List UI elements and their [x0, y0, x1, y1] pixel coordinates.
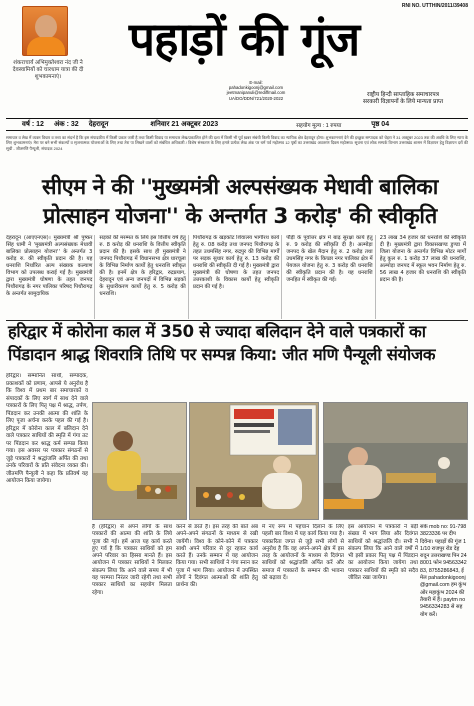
ritual-photo-river: [323, 402, 468, 520]
masthead-contact: [222, 80, 290, 101]
tagline-line: सरकारी विज्ञापनों के लिये मान्यता प्राप्त: [362, 99, 444, 106]
contact-line: E-mail:: [249, 80, 263, 85]
contact-line: UA/DO/DDN/721/2020-2022: [228, 95, 284, 101]
contact-line: pahadonkigoonj@gmail.com: [228, 85, 284, 91]
ritual-photo-banner: [189, 402, 319, 520]
story-column: 23 लाख 34 हजार की धनराशि की स्वीकृति दी है। मुख्यमंत्री द्वारा विकासखण्ड डुण्डा में जिला योजना के अन्तर्गत विभिन्न मोटर मार्गों हेतु कुल रु. 1 करोड़ 37 लाख की धनराशि, अल्मोड़ा जनपद में स्कूल भवन निर्माण हेतु रु. 56 लाख 4 हजार की धनराशि की स्वीकृति प्रदान की है।: [379, 235, 467, 283]
issue-date: शनिवार 21 अक्टूबर 2023: [150, 121, 219, 128]
issue-place: देहरादून: [88, 121, 109, 128]
story-column: इस आयोजन में पत्रकारों ने बड़ी संख्या में भाग लिया और दिवंगत साथियों को श्रद्धांजलि दी। सभी ने संकल्प लिया कि आने वाले वर्षों में भी इसी प्रकार पितृ पक्ष में पिंडदान का आयोजन किया जायेगा तथा पत्रकार साथियों की स्मृति को सदैव जीवित रखा जायेगा।: [348, 524, 418, 582]
lead-headline-line-1: सीएम ने की ''मुख्यमंत्री अल्पसंख्यक मेधावी बालिका: [42, 175, 438, 200]
saint-portrait: [22, 6, 68, 56]
story-column: देहरादून (आएएनएस)। मुख्यमंत्री श्री पुष्कर सिंह धामी ने 'मुख्यमंत्री अल्पसंख्यक मेधावी बालिका प्रोत्साहन योजना'' के अन्तर्गत 3 करोड़ रु. की स्वीकृति प्रदान की है। यह धनराशि निर्धारित अल्प संख्यक कल्याण विभाग को उपलब्ध कराई गई है। मुख्यमंत्री द्वारा मुख्यमंत्री घोषणा के तहत जनपद पिथौरागढ़ के नगर पालिका परिषद पिथौरागढ़ के अन्तर्गत सामुदायिक: [6, 235, 95, 319]
ritual-photo-priest: [92, 402, 187, 520]
story-column: हरिद्वार। सम्मानित साथी, सम्पादक, प्रकाशकों को प्रणाम, आपसे ये अनुरोध है कि विश्व में प्रथम बार समाचारकों व संपादकों के लिए स्वर्ग में साथ देने वाले पत्रकारों के लिए पितृ पक्ष में श्राद्ध, तर्पण, पिंडदान कर उनकी आत्मा की शांति के लिए पूजा अर्चना करके पहल की गई है। हरिद्वार में कोरोना काल में बलिदान देने वाले पत्रकार साथियों की स्मृति में गंगा तट पर पिंडदान कर श्राद्ध कर्म सम्पन्न किया गया। इस अवसर पर पत्रकार संगठनों से जुड़े पत्रकारों ने श्रद्धांजलि अर्पित की तथा उनके परिवारों के प्रति संवेदना व्यक्त की। जीतमणि पैन्यूली ने कहा कि प्रतिवर्ष यह आयोजन किया जायेगा।: [6, 373, 88, 484]
contact-info-box: संर्क mob no: 91-7983823336 पर दीपदिवेना। पहाड़ों की गूंज 11/10 राजपुर रोड देहरादून उत्तराखण्ड पिन 248001 फोन 9456334283, 8755286843, ईमेल pahadonkigoonj@gmail.com हम कुंभ ओर महाकुंभ 2024 की तैयारी में हैं। paytm no 9456334283 से सहयोग करें।: [420, 524, 467, 618]
story-column: पौड़ी के पूर्वोत्तर क्षेत्र में बाढ़ सुरक्षा कार्य हेतु रु. 9 करोड़ की स्वीकृति दी है। अल्मोड़ा जनपद के खेल मैदान हेतु रु. 2 करोड़ तथा उधमसिंह नगर के किच्छा नगर पालिका क्षेत्र में पेयजल योजना हेतु रु. 3 करोड़ की धनराशि की स्वीकृति प्रदान की है। यह धनराशि जनहित में स्वीकृत की गई।: [286, 235, 375, 319]
portrait-robe: [27, 37, 65, 56]
issue-price: सहयोग मूल्य : 1 रुपया: [296, 122, 342, 129]
story-column: सड़कों की मरम्मत के लिये इस वित्तीय वर्ष हेतु रु. 8 करोड़ की धनराशि के वित्तीय स्वीकृति प्रदान की है। इसके साथ ही मुख्यमंत्री ने जनपद पिथौरागढ़ में विधानसभा क्षेत्र धारचूला के विभिन्न निर्माण कार्यों हेतु धनराशि स्वीकृत की है। इनमें क्षेत्र के हरिद्वार, रुद्रप्रयाग, देहरादून एवं अन्य जनपदों में विभिन्न सड़कों के सुधारीकरण कार्यों हेतु रु. 5 करोड़ की धनराशि।: [99, 235, 188, 319]
tagline-line: राष्ट्रीय हिन्दी साप्ताहिक समाचारपत्र: [367, 92, 439, 98]
river-illustration: [324, 403, 468, 520]
lead-headline-line-2: प्रोत्साहन योजना'' के अन्तर्गत 3 करोड़' की स्वीकृति: [43, 204, 437, 229]
page-number: पृष्ठ 04: [371, 121, 390, 128]
portrait-head: [35, 15, 57, 39]
newspaper-title: पहाड़ों की गूंज: [128, 12, 360, 66]
blessing-caption: शंकराचार्य अभिमुक्तेश्वरा नंद जी ने देवस्वामियों को चारधाम यात्रा की दी शुभकामनाएं।: [12, 60, 84, 80]
story-column: है (हरिद्वार) से अपने लोगों के साथ पत्रकारों की आत्मा की शांति के लिये पूजा की गई। हमें आज यह कार्य करते हुए गर्व है कि पत्रकार साथियों को हम अपने परिवार का हिस्सा मानते हैं। इस आयोजन में पत्रकार साथियों ने मिलकर संकल्प लिया कि आने वाले समय में भी यह परम्परा निरंतर जारी रहेगी तथा सभी पत्रकार साथियों का सहयोग मिलता रहेगा।: [92, 524, 172, 596]
issue-number: अंक : 32: [53, 121, 79, 128]
second-story: [6, 370, 468, 700]
issue-info-bar: [6, 118, 468, 131]
issue-year: वर्ष : 12: [22, 121, 44, 128]
lead-story: [6, 235, 468, 319]
second-headline-line-2: पिंडादान श्राद्ध शिवरात्रि तिथि पर सम्पन्न किया: जीत मणि पैन्यूली संयोजक: [8, 345, 436, 364]
rni-number: RNI NO. UTTHIN/2011/39408: [401, 3, 468, 9]
masthead-tagline: [333, 92, 473, 107]
story-column: करने से डरते हैं। इस तरह की बातें अब अपने-अपने संगठनों के माध्यम से रखी जायेंगी। विश्व के कोने-कोने में पत्रकार साथी अपने परिवार से दूर रहकर कार्य करते हैं। उनके सम्मान में यह आयोजन किया गया। सभी साथियों ने गंगा स्नान कर पूजा में भाग लिया। आयोजन में उपस्थित लोगों ने दिवंगत आत्माओं की शांति हेतु प्रार्थना की।: [176, 524, 258, 589]
story-column: पिथौरागढ़ के खड़कोट शिवालय भागीरथ कार्य हेतु रु. 08 करोड़ तथा जनपद पिथौरागढ़ के तहत उधमसिंह नगर, रुद्रपुर की विभिन्न मार्गों पर सड़क सुधार कार्य हेतु रु. 13 करोड़ की धनराशि की स्वीकृति दी गई है। मुख्यमंत्री द्वारा मुख्यमंत्री की घोषणा के तहत जनपद उत्तरकाशी के विकास कार्यों हेतु स्वीकृति प्रदान की गई है।: [193, 235, 282, 319]
priest-illustration: [93, 403, 187, 520]
contact-line: jeetmanipanuli@rediffmail.com: [226, 90, 286, 96]
story-column: में नए रूप में पहचान दिलाने के लिए पहली बार विश्व में यह कार्य किया गया है। पत्रकारिता जगत से जुड़े सभी लोगों से अनुरोध है कि वह अपने-अपने क्षेत्र में इस तरह के आयोजनों के माध्यम से दिवंगत साथियों को श्रद्धांजलि अर्पित करें और समाज में पत्रकारों के सम्मान की भावना को बढ़ावा दें।: [262, 524, 344, 582]
editorial-notice: समाचार व लेख में व्यक्त विचार व तथ्य का संदर्भ है कि इस संपादकीय में किसी प्रकार जारी है तथा किसी विवाद या समाचार लेख/प्रकाशित होने की दशा में किसी भी पूर्व ख़बर संबंधी किसी विवाद का न्यायिक क्षेत्र देहरादून होगा। शुभकामनाएं देने की इच्छुक सम्पादक को चेहरा ने 31 अक्टूबर 2023 तक की अवधि के लिए न्याय के लिए शुभकामनाएं। मेरा पर बने सभी संकल्पों व सृजनात्मक योजनाओं के लिए तथा तेरा पा लिखने वालों को संबंधित अधिकारी / विशेष संस्करण के लिए हमारे प्रत्येक लेख अंक पर धर्म पर्व महोत्सव 12 पृष्ठों का उत्तराखंड अवतरण दिवस महोत्सव। सूचना एवं लोक सम्पर्क विभाग उत्तराखंड शासन में विज्ञापन हेतु विज्ञापन दरों की सूची - जीतमणि पैन्यूली, संपादक 2024: [6, 135, 468, 151]
second-headline-line-1: हरिद्वार में कोरोना काल में 350 से ज्यादा बलिदान देने वाले पत्रकारों का: [8, 322, 426, 341]
banner-illustration: [190, 403, 319, 520]
